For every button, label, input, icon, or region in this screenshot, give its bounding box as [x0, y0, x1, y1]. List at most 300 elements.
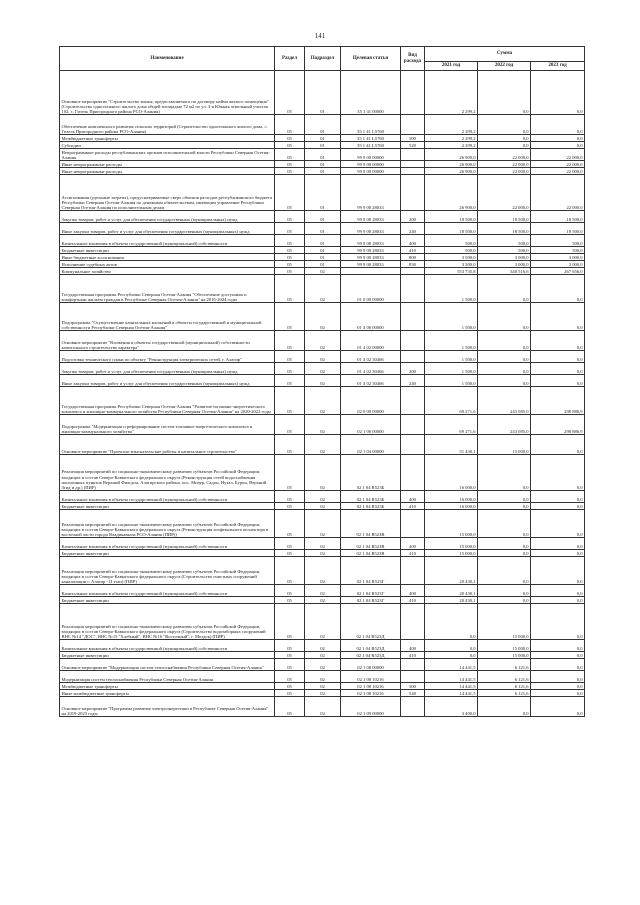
- cell-sum-2021: 2 299,2: [425, 115, 478, 135]
- cell-sum-2022: 22 000,0: [478, 161, 531, 168]
- cell-expense-type: [401, 149, 425, 161]
- cell-section: 05: [275, 211, 305, 223]
- cell-section: 05: [275, 491, 305, 503]
- header-sum: Сумма: [425, 47, 585, 62]
- cell-sum-2021: 500,0: [425, 247, 478, 254]
- cell-subsection: 01: [305, 142, 341, 149]
- cell-target-article: 99 9 00 28033: [341, 235, 401, 247]
- header-section: Раздел: [275, 47, 305, 71]
- cell-expense-type: 400: [401, 640, 425, 652]
- cell-sum-2022: 0,0: [478, 697, 531, 717]
- cell-sum-2022: 6 121,6: [478, 690, 531, 697]
- cell-section: 05: [275, 331, 305, 351]
- cell-sum-2023: 0,0: [531, 550, 585, 557]
- table-row: [60, 168, 585, 175]
- cell-name: Капитальные вложения в объекты государственной (муниципальной) собственности: [60, 585, 275, 597]
- table-row: [60, 71, 585, 115]
- table-row: [60, 597, 585, 604]
- table-row: [60, 415, 585, 435]
- cell-name: Закупка товаров, работ и услуг для обеспечения государственных (муниципальных) нужд: [60, 363, 275, 375]
- cell-subsection: 02: [305, 303, 341, 331]
- cell-sum-2021: 1 500,0: [425, 375, 478, 387]
- cell-name: Иные закупки товаров, работ и услуг для обеспечения государственных (муниципальных) нужд: [60, 375, 275, 387]
- cell-sum-2022: 500,0: [478, 235, 531, 247]
- table-row: [60, 491, 585, 503]
- cell-target-article: 02 1 04 00000: [341, 435, 401, 455]
- cell-subsection: 01: [305, 235, 341, 247]
- cell-target-article: 02 1 04 R523Б: [341, 491, 401, 503]
- cell-subsection: 02: [305, 331, 341, 351]
- cell-sum-2022: 18 500,0: [478, 223, 531, 235]
- cell-sum-2023: 0,0: [531, 115, 585, 135]
- cell-sum-2022: 0,0: [478, 503, 531, 510]
- cell-section: 05: [275, 604, 305, 640]
- cell-sum-2022: 0,0: [478, 351, 531, 363]
- cell-sum-2023: 3 000,0: [531, 254, 585, 261]
- cell-target-article: 02 1 00 00000: [341, 415, 401, 435]
- cell-sum-2022: 0,0: [478, 597, 531, 604]
- cell-name: Бюджетные инвестиции: [60, 503, 275, 510]
- cell-subsection: 02: [305, 585, 341, 597]
- cell-expense-type: 540: [401, 690, 425, 697]
- cell-subsection: 02: [305, 659, 341, 671]
- table-row: [60, 149, 585, 161]
- cell-name: Основное мероприятие "Вложения в объекты государственной (муниципальной) собственности капитального строительства характера": [60, 331, 275, 351]
- cell-expense-type: [401, 275, 425, 303]
- table-row: [60, 268, 585, 275]
- cell-name: Капитальные вложения в объекты государственной (муниципальной) собственности: [60, 640, 275, 652]
- cell-target-article: 01 4 00 00000: [341, 303, 401, 331]
- cell-sum-2022: 6 121,6: [478, 659, 531, 671]
- table-row: [60, 175, 585, 211]
- table-row: [60, 557, 585, 585]
- cell-expense-type: 400: [401, 538, 425, 550]
- cell-sum-2021: 14 441,5: [425, 683, 478, 690]
- table-row: [60, 585, 585, 597]
- cell-sum-2021: 14 441,5: [425, 659, 478, 671]
- cell-subsection: 02: [305, 268, 341, 275]
- cell-sum-2023: 0,0: [531, 538, 585, 550]
- cell-expense-type: 400: [401, 585, 425, 597]
- cell-section: 05: [275, 375, 305, 387]
- cell-subsection: 02: [305, 510, 341, 538]
- table-row: [60, 247, 585, 254]
- table-row: [60, 697, 585, 717]
- header-year-2021: 2021 год: [425, 62, 478, 71]
- cell-sum-2021: 0,0: [425, 640, 478, 652]
- cell-section: 05: [275, 585, 305, 597]
- cell-target-article: 02 1 04 R523Г: [341, 557, 401, 585]
- cell-sum-2021: 20 430,1: [425, 585, 478, 597]
- table-row: [60, 690, 585, 697]
- cell-sum-2023: 0,0: [531, 142, 585, 149]
- cell-sum-2021: 15 000,0: [425, 550, 478, 557]
- cell-sum-2021: 16 000,0: [425, 455, 478, 491]
- cell-target-article: 99 9 00 28033: [341, 247, 401, 254]
- cell-name: Иные непрограммные расходы: [60, 168, 275, 175]
- cell-section: 05: [275, 142, 305, 149]
- cell-expense-type: [401, 557, 425, 585]
- cell-sum-2023: 0,0: [531, 557, 585, 585]
- cell-subsection: 01: [305, 161, 341, 168]
- cell-sum-2022: 22 000,0: [478, 175, 531, 211]
- cell-section: 05: [275, 135, 305, 142]
- cell-name: Реализация мероприятий по социально-экономическому развитию субъектов Российской Федерации, входящих в состав Северо-Кавказского федерального округа (Строительство водозаборных сооружений ВНС №14 "ДОС", ВНС №15 "Хлебный", ВНС №16 "Восточный", г. Моздок) (ПИР): [60, 604, 275, 640]
- cell-section: 05: [275, 550, 305, 557]
- cell-name: Реализация мероприятий по социально-экономическому развитию субъектов Российской Федерации, входящих в состав Северо-Кавказского федерального округа (Реконструкция сетей водоснабжения населенных пунктов Верхний Фиагдон, Алагирского района, пос. Мизур, Садон, Нузал, Бурон, Верхний Згид и др.) (ПИР): [60, 455, 275, 491]
- table-row: [60, 254, 585, 261]
- table-row: [60, 211, 585, 223]
- cell-name: Капитальные вложения в объекты государственной (муниципальной) собственности: [60, 235, 275, 247]
- cell-sum-2022: 500,0: [478, 247, 531, 254]
- table-row: [60, 115, 585, 135]
- cell-target-article: 01 4 02 30466: [341, 363, 401, 375]
- cell-target-article: 01 4 02 00000: [341, 331, 401, 351]
- cell-expense-type: [401, 415, 425, 435]
- cell-sum-2022: 18 500,0: [478, 211, 531, 223]
- cell-subsection: 02: [305, 538, 341, 550]
- cell-target-article: 99 9 00 28033: [341, 223, 401, 235]
- cell-subsection: 02: [305, 690, 341, 697]
- cell-expense-type: [401, 168, 425, 175]
- cell-sum-2023: 22 000,0: [531, 168, 585, 175]
- table-row: [60, 387, 585, 415]
- cell-target-article: 02 1 09 00000: [341, 697, 401, 717]
- cell-name: Государственная программа Республики Северная Осетия-Алания "Развитие топливно-энергетического комплекса и жилищно-коммунального хозяйства Республики Северная Осетия-Алания" на 2020-2022 годы: [60, 387, 275, 415]
- cell-subsection: 02: [305, 387, 341, 415]
- cell-sum-2023: 267 656,0: [531, 268, 585, 275]
- cell-sum-2021: 1 500,0: [425, 303, 478, 331]
- cell-sum-2023: 0,0: [531, 510, 585, 538]
- cell-name: Иные непрограммные расходы: [60, 161, 275, 168]
- cell-name: Модернизация систем теплоснабжения Республики Северная Осетия-Алания: [60, 671, 275, 683]
- cell-name: Обеспечение комплексного развития сельских территорий (Строительство одноэтажного жилого дома, с. Гизель Пригородного района РСО-Алания): [60, 115, 275, 135]
- cell-sum-2021: 2 299,2: [425, 71, 478, 115]
- cell-sum-2021: 1 500,0: [425, 331, 478, 351]
- cell-sum-2023: 0,0: [531, 375, 585, 387]
- cell-sum-2022: 15 000,0: [478, 640, 531, 652]
- cell-sum-2023: 3 000,0: [531, 261, 585, 268]
- table-row: [60, 671, 585, 683]
- cell-sum-2022: 0,0: [478, 557, 531, 585]
- cell-expense-type: [401, 659, 425, 671]
- cell-sum-2022: 3 000,0: [478, 261, 531, 268]
- budget-table: [59, 46, 585, 717]
- cell-section: 05: [275, 597, 305, 604]
- table-row: [60, 652, 585, 659]
- cell-name: Бюджетные инвестиции: [60, 247, 275, 254]
- cell-sum-2023: 18 500,0: [531, 223, 585, 235]
- cell-subsection: 01: [305, 223, 341, 235]
- cell-section: 05: [275, 235, 305, 247]
- cell-target-article: 99 9 00 28033: [341, 254, 401, 261]
- cell-section: 05: [275, 168, 305, 175]
- cell-section: 05: [275, 640, 305, 652]
- table-row: [60, 604, 585, 640]
- table-row: [60, 223, 585, 235]
- cell-sum-2023: 500,0: [531, 235, 585, 247]
- cell-target-article: 02 1 08 10216: [341, 690, 401, 697]
- table-row: [60, 142, 585, 149]
- cell-sum-2023: 0,0: [531, 455, 585, 491]
- header-name: Наименование: [60, 47, 275, 71]
- cell-sum-2021: 26 900,0: [425, 168, 478, 175]
- cell-sum-2023: 0,0: [531, 503, 585, 510]
- cell-sum-2022: 6 121,6: [478, 671, 531, 683]
- table-row: [60, 235, 585, 247]
- cell-subsection: 01: [305, 71, 341, 115]
- cell-expense-type: [401, 331, 425, 351]
- table-row: [60, 538, 585, 550]
- cell-target-article: 02 1 04 R523В: [341, 538, 401, 550]
- cell-sum-2021: 2 299,2: [425, 142, 478, 149]
- cell-sum-2022: 0,0: [478, 550, 531, 557]
- cell-expense-type: [401, 161, 425, 168]
- cell-name: Реализация мероприятий по социально-экономическому развитию субъектов Российской Федерации, входящих в состав Северо-Кавказского федерального округа (Реконструкция хозфекального коллектора в восточной части города Владикавказа РСО-Алания (ПИР)): [60, 510, 275, 538]
- cell-sum-2023: 0,0: [531, 597, 585, 604]
- cell-target-article: 02 1 08 00000: [341, 659, 401, 671]
- cell-sum-2021: 15 000,0: [425, 538, 478, 550]
- cell-name: Реализация мероприятий по социально-экономическому развитию субъектов Российской Федерации, входящих в состав Северо-Кавказского федерального округа (Строительство очистных сооружений канализации г. Алагир - II этап) (ПИР): [60, 557, 275, 585]
- table-row: [60, 363, 585, 375]
- cell-target-article: 02 1 04 R523Г: [341, 597, 401, 604]
- cell-expense-type: 410: [401, 597, 425, 604]
- cell-subsection: 02: [305, 491, 341, 503]
- cell-section: 05: [275, 275, 305, 303]
- cell-section: 05: [275, 455, 305, 491]
- header-year-2022: 2022 год: [478, 62, 531, 71]
- cell-sum-2022: 15 000,0: [478, 652, 531, 659]
- cell-section: 05: [275, 387, 305, 415]
- cell-name: Исполнение судебных актов: [60, 261, 275, 268]
- cell-sum-2021: 1 500,0: [425, 363, 478, 375]
- cell-expense-type: [401, 387, 425, 415]
- cell-expense-type: [401, 268, 425, 275]
- cell-section: 05: [275, 254, 305, 261]
- cell-expense-type: 400: [401, 491, 425, 503]
- table-row: [60, 435, 585, 455]
- cell-sum-2023: 0,0: [531, 671, 585, 683]
- cell-sum-2023: 0,0: [531, 435, 585, 455]
- cell-target-article: 02 0 00 00000: [341, 387, 401, 415]
- cell-sum-2022: 3 000,0: [478, 254, 531, 261]
- cell-expense-type: 500: [401, 135, 425, 142]
- cell-sum-2022: 15 000,0: [478, 604, 531, 640]
- cell-sum-2022: 0,0: [478, 375, 531, 387]
- cell-sum-2023: 298 886,9: [531, 387, 585, 415]
- cell-section: 05: [275, 510, 305, 538]
- cell-section: 05: [275, 247, 305, 254]
- cell-section: 05: [275, 671, 305, 683]
- cell-sum-2021: 553 735,8: [425, 268, 478, 275]
- cell-section: 05: [275, 683, 305, 690]
- cell-subsection: 02: [305, 351, 341, 363]
- cell-subsection: 02: [305, 503, 341, 510]
- table-row: [60, 351, 585, 363]
- cell-sum-2022: 243 085,0: [478, 387, 531, 415]
- table-row: [60, 331, 585, 351]
- cell-subsection: 02: [305, 652, 341, 659]
- cell-subsection: 02: [305, 435, 341, 455]
- cell-sum-2021: 1 500,0: [425, 351, 478, 363]
- cell-sum-2022: 0,0: [478, 491, 531, 503]
- table-row: [60, 375, 585, 387]
- header-target-article: Целевая статья: [341, 47, 401, 71]
- table-row: [60, 161, 585, 168]
- cell-subsection: 01: [305, 168, 341, 175]
- cell-sum-2023: 22 000,0: [531, 161, 585, 168]
- cell-section: 05: [275, 697, 305, 717]
- cell-expense-type: [401, 455, 425, 491]
- cell-name: Основное мероприятие "Строительство жилья, предоставляемого по договору найма жилого помещения" (Строительство одноэтажного жилого дома общей площадью 72 м2 по ул. 3-я Южная земельный участок 102, с. Гизель Пригородного района РСО-Алания): [60, 71, 275, 115]
- page-number: 141: [314, 32, 326, 40]
- cell-name: Межбюджетные трансферты: [60, 683, 275, 690]
- cell-expense-type: 200: [401, 363, 425, 375]
- cell-target-article: 01 0 00 00000: [341, 275, 401, 303]
- cell-name: Капитальные вложения в объекты государственной (муниципальной) собственности: [60, 538, 275, 550]
- cell-subsection: 02: [305, 640, 341, 652]
- cell-sum-2021: 0,0: [425, 652, 478, 659]
- cell-name: Ассигнования (удельные затраты), предусматриваемые сверх объемов расходов республиканского бюджета Республики Северная Осетия-Алания по денежным обязательствам, имеющим управление Республики Северная Осетия-Алания по исполнительным делам: [60, 175, 275, 211]
- cell-sum-2023: 18 500,0: [531, 211, 585, 223]
- cell-sum-2021: 14 441,5: [425, 671, 478, 683]
- cell-sum-2023: 22 000,0: [531, 175, 585, 211]
- cell-sum-2023: 0,0: [531, 71, 585, 115]
- cell-name: Межбюджетные трансферты: [60, 135, 275, 142]
- cell-expense-type: [401, 71, 425, 115]
- cell-section: 05: [275, 115, 305, 135]
- cell-expense-type: [401, 115, 425, 135]
- cell-sum-2023: 0,0: [531, 135, 585, 142]
- cell-expense-type: 240: [401, 223, 425, 235]
- table-row: [60, 510, 585, 538]
- cell-section: 05: [275, 268, 305, 275]
- cell-expense-type: 520: [401, 142, 425, 149]
- cell-section: 05: [275, 303, 305, 331]
- cell-expense-type: 800: [401, 254, 425, 261]
- cell-sum-2023: 0,0: [531, 659, 585, 671]
- cell-expense-type: 400: [401, 235, 425, 247]
- cell-subsection: 01: [305, 261, 341, 268]
- cell-target-article: [341, 268, 401, 275]
- cell-subsection: 02: [305, 415, 341, 435]
- cell-section: 05: [275, 557, 305, 585]
- cell-name: Основное мероприятие "Модернизация систем теплоснабжения Республики Северная Осетия-Алания": [60, 659, 275, 671]
- cell-target-article: 02 1 04 R523Б: [341, 503, 401, 510]
- cell-section: 05: [275, 690, 305, 697]
- cell-target-article: 99 9 00 00000: [341, 161, 401, 168]
- table-row: [60, 503, 585, 510]
- cell-sum-2021: 14 441,5: [425, 690, 478, 697]
- cell-target-article: 35 1 41 00000: [341, 71, 401, 115]
- table-row: [60, 303, 585, 331]
- cell-target-article: 35 1 41 L5760: [341, 115, 401, 135]
- cell-sum-2022: 0,0: [478, 455, 531, 491]
- cell-sum-2022: 0,0: [478, 115, 531, 135]
- cell-subsection: 01: [305, 115, 341, 135]
- cell-sum-2022: 340 516,6: [478, 268, 531, 275]
- cell-expense-type: [401, 435, 425, 455]
- cell-section: 05: [275, 538, 305, 550]
- cell-target-article: 02 1 08 10216: [341, 683, 401, 690]
- cell-sum-2021: 51 430,1: [425, 435, 478, 455]
- cell-name: Основное мероприятие "Программа развития электроэнергетики в Республике Северная Осетия-Алания" на 2019-2023 годы: [60, 697, 275, 717]
- cell-name: Бюджетные инвестиции: [60, 652, 275, 659]
- header-subsection: Подраздел: [305, 47, 341, 71]
- cell-name: Коммунальное хозяйство: [60, 268, 275, 275]
- cell-subsection: 01: [305, 211, 341, 223]
- cell-sum-2023: 0,0: [531, 690, 585, 697]
- cell-sum-2021: 20 430,1: [425, 597, 478, 604]
- cell-name: Капитальные вложения в объекты государственной (муниципальной) собственности: [60, 491, 275, 503]
- cell-section: 05: [275, 261, 305, 268]
- cell-expense-type: 830: [401, 261, 425, 268]
- table-header: [60, 47, 585, 71]
- cell-name: Закупка товаров, работ и услуг для обеспечения государственных (муниципальных) нужд: [60, 211, 275, 223]
- cell-sum-2022: 0,0: [478, 135, 531, 142]
- cell-name: Субсидии: [60, 142, 275, 149]
- cell-name: Иные межбюджетные трансферты: [60, 690, 275, 697]
- cell-sum-2021: 2 299,2: [425, 135, 478, 142]
- cell-target-article: 35 1 41 L5760: [341, 135, 401, 142]
- cell-sum-2021: 3 400,0: [425, 697, 478, 717]
- cell-target-article: 02 1 04 R523Д: [341, 652, 401, 659]
- cell-section: 05: [275, 415, 305, 435]
- cell-expense-type: [401, 175, 425, 211]
- cell-expense-type: [401, 510, 425, 538]
- cell-subsection: 02: [305, 557, 341, 585]
- cell-sum-2022: 0,0: [478, 303, 531, 331]
- cell-section: 05: [275, 659, 305, 671]
- cell-sum-2023: 0,0: [531, 331, 585, 351]
- cell-section: 05: [275, 503, 305, 510]
- cell-name: Государственная программа Республики Северная Осетия-Алания "Обеспечение доступным и комфортным жильем граждан в Республике Северная Осетия-Алания" на 2016-2024 годы: [60, 275, 275, 303]
- table-body: [60, 71, 585, 717]
- cell-sum-2022: 0,0: [478, 538, 531, 550]
- cell-subsection: 02: [305, 375, 341, 387]
- cell-sum-2023: 0,0: [531, 683, 585, 690]
- cell-subsection: 01: [305, 254, 341, 261]
- cell-sum-2022: 15 000,0: [478, 435, 531, 455]
- cell-target-article: 02 1 04 R523Б: [341, 455, 401, 491]
- cell-subsection: 02: [305, 550, 341, 557]
- cell-expense-type: 410: [401, 503, 425, 510]
- cell-name: Бюджетные инвестиции: [60, 597, 275, 604]
- table-row: [60, 550, 585, 557]
- header-year-2023: 2023 год: [531, 62, 585, 71]
- cell-sum-2022: 0,0: [478, 510, 531, 538]
- cell-expense-type: 200: [401, 211, 425, 223]
- cell-expense-type: 410: [401, 550, 425, 557]
- cell-sum-2022: 6 121,6: [478, 683, 531, 690]
- cell-sum-2021: 18 500,0: [425, 211, 478, 223]
- cell-sum-2023: 0,0: [531, 491, 585, 503]
- cell-subsection: 01: [305, 247, 341, 254]
- cell-subsection: 02: [305, 455, 341, 491]
- cell-sum-2022: 0,0: [478, 71, 531, 115]
- cell-expense-type: 500: [401, 683, 425, 690]
- cell-expense-type: 410: [401, 652, 425, 659]
- cell-sum-2022: 0,0: [478, 331, 531, 351]
- cell-section: 05: [275, 161, 305, 168]
- cell-sum-2022: 22 000,0: [478, 149, 531, 161]
- cell-sum-2021: 16 000,0: [425, 503, 478, 510]
- cell-expense-type: [401, 697, 425, 717]
- cell-sum-2023: 500,0: [531, 247, 585, 254]
- cell-sum-2021: 26 900,0: [425, 161, 478, 168]
- cell-target-article: 99 9 00 28033: [341, 261, 401, 268]
- cell-sum-2021: 15 000,0: [425, 510, 478, 538]
